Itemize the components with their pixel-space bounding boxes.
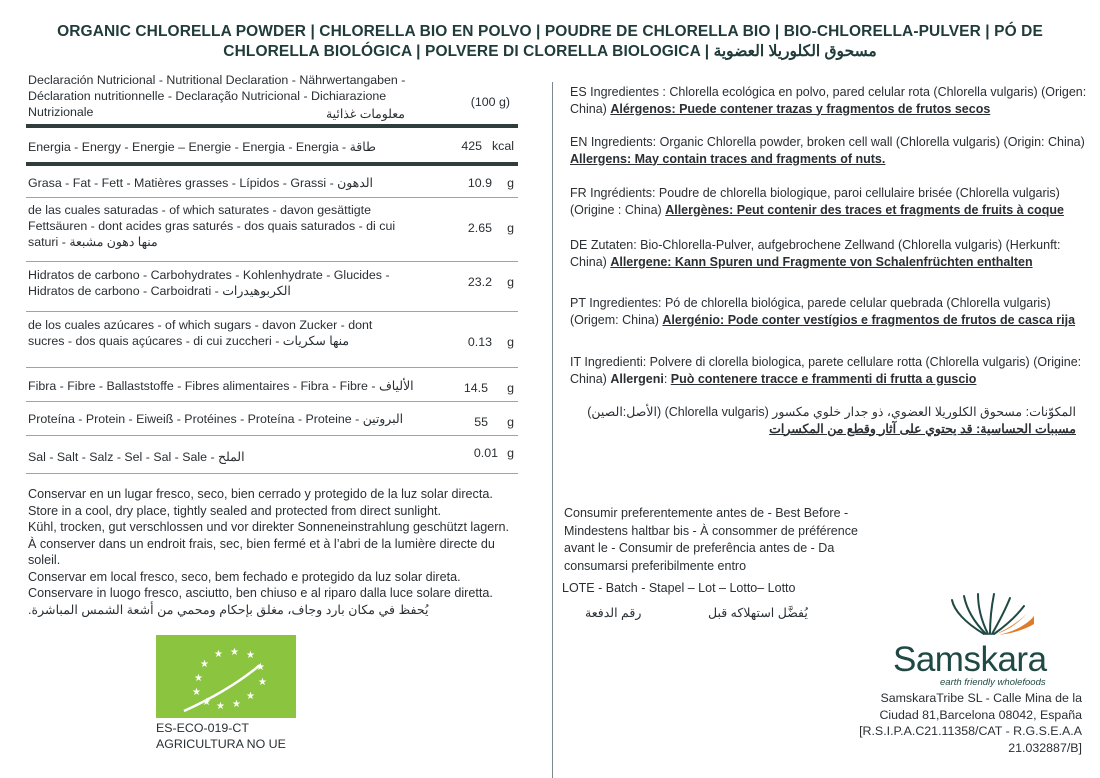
storage-ar: يُحفظ في مكان بارد وجاف، مغلق بإحكام ومحمي من أشعة الشمس المباشرة. (28, 602, 429, 617)
address-line: Ciudad 81,Barcelona 08042, España (879, 707, 1082, 722)
nutrient-label: Grasa - Fat - Fett - Matières grasses - Lípidos - Grassi - الدهون (28, 176, 373, 190)
svg-text:★: ★ (202, 697, 211, 708)
column-divider (552, 82, 553, 778)
svg-text:★: ★ (230, 647, 239, 658)
nutrient-unit: g (507, 335, 514, 349)
nutrient-value: 0.13 (467, 335, 492, 349)
eu-control-code: ES-ECO-019-CT (156, 721, 249, 735)
svg-text:★: ★ (246, 691, 255, 702)
svg-text:★: ★ (192, 687, 201, 698)
nutrient-value: 10.9 (467, 176, 492, 190)
svg-text:★: ★ (214, 649, 223, 660)
allergens-text: Allergens: May contain traces and fragments of nuts. (570, 151, 886, 166)
nutrient-label: Energia - Energy - Energie – Energie - Energia - Energia - طاقة (28, 140, 376, 154)
ingredients-it: IT Ingredienti: Polvere di clorella biologica, parete cellulare rotta (Chlorella vulgaris) (Origine: China) Allergeni: Può contenere tracce e frammenti di frutta a guscio (570, 355, 1082, 386)
storage-fr: soleil. (28, 553, 61, 567)
nutrient-unit: g (507, 446, 514, 460)
nutrition-row (26, 166, 518, 198)
nutrient-value: 425 (461, 139, 482, 153)
ingredients-text: FR Ingrédients: Poudre de chlorella biologique, paroi cellulaire brisée (Chlorella vulgaris) (Origine : China) (570, 186, 1060, 217)
best-before-label: Consumir preferentemente antes de - Best Before - Mindestens haltbar bis - À consommer de préférence avant le - Consumir de preferência antes de - Da consumarsi preferibilmente entro (564, 506, 858, 573)
nutrient-label: de los cuales azúcares - of which sugars - davon Zucker - dont sucres - dos quais açúcares - di cui zuccheri - منها سكريات (28, 318, 373, 348)
nutrient-unit: g (507, 415, 514, 429)
allergens-text: Alérgenos: Puede contener trazas y fragmentos de frutos secos (610, 101, 991, 116)
storage-de: Kühl, trocken, gut verschlossen und vor direkter Sonneneinstrahlung geschützt lagern. (28, 520, 509, 534)
brand-tagline: earth friendly wholefoods (940, 677, 1046, 688)
svg-text:★: ★ (216, 701, 225, 712)
nutrition-row (26, 128, 518, 166)
ingredients-en (570, 134, 1090, 167)
address-line: [R.S.I.P.A.C21.11358/CAT - R.G.S.E.A.A (859, 724, 1082, 738)
eu-certification-code (156, 720, 286, 752)
eu-leaf-icon (156, 635, 296, 718)
nutrition-header (26, 72, 518, 124)
nutrition-row (26, 368, 518, 402)
ingredients-text: المكوّنات: مسحوق الكلوريلا العضوي، ذو جدار خلوي مكسور (Chlorella vulgaris) (الأصل:الصين) (587, 405, 1076, 419)
nutrient-unit: g (507, 176, 514, 190)
nutrient-value: 0.01 (473, 446, 498, 460)
nutrient-value: 23.2 (467, 275, 492, 289)
company-address (850, 690, 1082, 756)
product-title: ORGANIC CHLORELLA POWDER | CHLORELLA BIO EN POLVO | POUDRE DE CHLORELLA BIO | BIO-CHLORELLA-PULVER | PÓ DE CHLORELLA BIOLÓGICA | POLVERE DI CLORELLA BIOLOGICA | مسحوق الكلوريلا العضوية (57, 23, 1043, 60)
nutrition-per-100g: (100 g) (470, 95, 510, 109)
nutrient-label: Fibra - Fibre - Ballaststoffe - Fibres alimentaires - Fibra - Fibre - الألياف (28, 379, 414, 393)
nutrient-unit: g (507, 275, 514, 289)
ingredients-text: PT Ingredientes: Pó de chlorella biológica, parede celular quebrada (Chlorella vulgaris) (Origem: China) (570, 296, 1051, 327)
nutrient-label: Sal - Salt - Salz - Sel - Sal - Sale - الملح (28, 450, 245, 464)
storage-pt: Conservar em local fresco, seco, bem fechado e protegido da luz solar direta. (28, 569, 461, 584)
nutrition-row (26, 312, 518, 368)
allergens-text: Alergénio: Pode conter vestígios e fragmentos de frutos de casca rija (662, 312, 1076, 327)
nutrition-header-line: Déclaration nutritionnelle - Declaração Nutricional - Dichiarazione (28, 89, 387, 103)
lot-label-arabic: رقم الدفعة (585, 606, 642, 620)
ingredients-text: ES Ingredientes : Chlorella ecológica en polvo, pared celular rota (Chlorella vulgaris) (Origen: China) (570, 85, 1087, 116)
best-before-arabic: يُفضَّل استهلاكه قبل (708, 606, 808, 620)
ingredients-text: DE Zutaten: Bio-Chlorella-Pulver, aufgebrochene Zellwand (Chlorella vulgaris) (Herkunft: China) (570, 238, 1061, 269)
ingredients-fr (570, 185, 1090, 218)
ingredients-text: EN Ingredients: Organic Chlorella powder, broken cell wall (Chlorella vulgaris) (Origin: China) (570, 135, 1085, 149)
nutrition-header-line: Nutrizionale (28, 105, 94, 119)
svg-text:★: ★ (232, 699, 241, 710)
nutrient-label: Proteína - Protein - Eiweiß - Protéines - Proteína - Proteine - البروتين (28, 412, 404, 426)
nutrition-row (26, 198, 518, 262)
lot-label: LOTE - Batch - Stapel – Lot – Lotto– Lotto (562, 581, 796, 595)
allergens-text: Allergene: Kann Spuren und Fragmente von Schalenfrüchten enthalten (610, 254, 1033, 269)
svg-text:★: ★ (246, 650, 255, 661)
svg-text:★: ★ (258, 677, 267, 688)
ingredients-text: IT Ingredienti: Polvere di clorella biologica, parete cellulare rotta (Chlorella vulgaris) (Origine: China) (570, 355, 1082, 386)
ingredients-de (570, 237, 1090, 270)
storage-it: Conservare in luogo fresco, asciutto, ben chiuso e al riparo dalla luce solare diretta. (28, 586, 493, 600)
leaf-fan-icon (892, 592, 1082, 640)
allergens-text: مسببات الحساسية: قد يحتوي على آثار وقطع من المكسرات (769, 421, 1076, 436)
svg-text:★: ★ (200, 659, 209, 670)
storage-instructions (28, 486, 538, 618)
nutrient-unit: g (507, 221, 514, 235)
nutrient-unit: kcal (491, 139, 514, 153)
svg-text:★: ★ (194, 673, 203, 684)
address-line: SamskaraTribe SL - Calle Mina de la (880, 691, 1082, 705)
storage-en: Store in a cool, dry place, tightly sealed and protected from direct sunlight. (28, 503, 442, 518)
ingredients-es (570, 84, 1090, 117)
nutrient-value: 55 (474, 415, 488, 429)
nutrient-label: Hidratos de carbono - Carbohydrates - Kohlenhydrate - Glucides - Hidratos de carbono - Carboidrati - الكربوهيدرات (28, 268, 390, 298)
nutrient-label: de las cuales saturadas - of which saturates - davon gesättigte Fettsäuren - dont acides gras saturés - dos quais saturados - di cui saturi - منها دهون مشبعة (28, 203, 396, 249)
address-line: 21.032887/B] (1008, 740, 1082, 755)
storage-fr: À conserver dans un endroit frais, sec, bien fermé et à l’abri de la lumière directe du (28, 536, 495, 551)
nutrient-unit: g (507, 381, 514, 395)
nutrient-value: 2.65 (467, 221, 492, 235)
nutrition-table (26, 72, 518, 474)
brand-name: Samskara (893, 640, 1047, 679)
eu-origin: AGRICULTURA NO UE (156, 737, 286, 751)
nutrition-row (26, 262, 518, 312)
eu-organic-logo (156, 635, 296, 718)
nutrition-header-line: Declaración Nutricional - Nutritional Declaration - Nährwertangaben - (28, 73, 406, 87)
samskara-logo (892, 592, 1082, 645)
nutrient-value: 14.5 (463, 381, 488, 395)
allergens-text: Può contenere tracce e frammenti di frutta a guscio (670, 371, 977, 386)
ingredients-pt (570, 295, 1090, 328)
nutrition-header-arabic: معلومات غذائية (326, 107, 405, 121)
ingredients-ar (560, 404, 1076, 437)
allergens-text: Allergènes: Peut contenir des traces et fragments de fruits à coque (665, 202, 1064, 217)
nutrition-row (26, 402, 518, 436)
allergens-label: Allergeni (610, 371, 664, 386)
storage-es: Conservar en un lugar fresco, seco, bien cerrado y protegido de la luz solar directa. (28, 487, 493, 501)
nutrition-row (26, 436, 518, 474)
svg-text:★: ★ (256, 662, 265, 673)
